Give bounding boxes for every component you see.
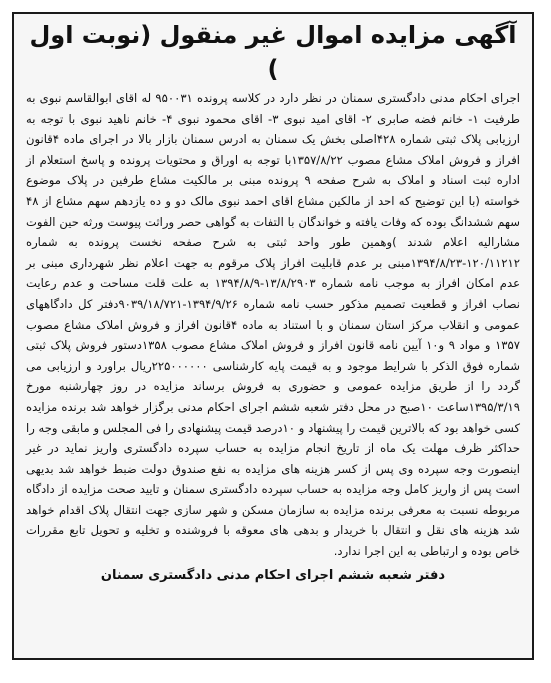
notice-title: آگهی مزایده اموال غیر منقول (نوبت اول ) [29,21,517,83]
notice-body: اجرای احکام مدنی دادگستری سمنان در نظر دارد در کلاسه پرونده ۹۵۰۰۳۱ له اقای ابوالقاسم نبوی به طرفیت ۱- خانم فضه صابری ۲- اقای امید نبوی ۳- اقای محمود نبوی ۴- خانم ناهید نبوی با توجه به ارزیابی پلاک ثبتی شماره ۴۲۸اصلی بخش یک سمنان به ادرس سمنان بازار بالا در اجرای ماده ۴قانون افراز و فروش املاک مشاع مصوب ۱۳۵۷/۸/۲۲با توجه به اوراق و محتویات پرونده و پاسخ استعلام از اداره ثبت اسناد و املاک به شرح صفحه ۹ پرونده مبنی بر مالکیت مشاع طرفین در پلاک موضوع خواسته (با این توضیح که احد از مالکین مشاع اقای احمد نبوی مالک دو و ده یازدهم سهم مشاع از ۴۸ سهم ششدانگ بوده که وفات یافته و خواندگان با التفات به گواهی حصر وراثت پیوست ورثه حین الفوت مشارالیه اعلام شدند )وهمین طور واحد ثبتی به شرح صفحه نخست پرونده به شماره ۱۲۰/۱۱۲۱۲-۱۳۹۴/۸/۲۳مبنی بر عدم قابلیت افراز پلاک مرقوم به جهت اعلام نظر شهرداری مبنی بر عدم امکان افراز به موجب نامه شماره ۱۳/۸/۲۹۰۳-۱۳۹۴/۸/۹ به علت قلت مساحت و عدم رعایت نصاب افراز و قطعیت تصمیم مذکور حسب نامه شماره ۱۳۹۴/۹/۲۶-۹۰۳۹/۱۸/۷۲۱دفتر کل دادگاههای عمومی و انقلاب مرکز استان سمنان و با استناد به ماده ۴قانون افراز و فروش املاک مشاع مصوب ۱۳۵۷ و مواد ۹ و۱۰ آیین نامه قانون افراز و فروش املاک مشاع مصوب ۱۳۵۸دستور فروش پلاک ثبتی شماره فوق الذکر با شرایط موجود و به قیمت پایه کارشناسی ۲۲۵۰۰۰۰۰۰ریال براورد و ارزیابی می گردد را از طریق مزایده عمومی و حضوری به فروش برساند مزایده در روز چهارشنبه مورخ ۱۳۹۵/۳/۱۹ساعت ۱۰صبح در محل دفتر شعبه ششم اجرای احکام مدنی برگزار خواهد شد برنده مزایده کسی خواهد بود که بالاترین قیمت را پیشنهاد و ۱۰درصد قیمت پیشنهادی را فی المجلس و مابقی وجه را حداکثر ظرف مهلت یک ماه از تاریخ انجام مزایده به حساب سپرده دادگستری واریز نماید در غیر اینصورت وجه سپرده وی پس از کسر هزینه های مزایده به نفع صندوق دولت ضبط خواهد شد بدیهی است پس از واریز کامل وجه مزایده به حساب سپرده دادگستری سمنان و تایید صحت مزایده از دادگاه مربوطه نسبت به معرفی برنده مزایده به سازمان مسکن و شهر سازی جهت انتقال پلاک اقدام خواهد شد هزینه های نقل و انتقال با خریدار و بدهی های معوقه با فروشنده و تخلیه و تحویل تابع مقررات خاص بوده و ارتباطی به این اجرا ندارد. [26,91,521,559]
notice-signature: دفتر شعبه ششم اجرای احکام مدنی دادگستری سمنان [100,567,446,583]
auction-notice [12,12,534,660]
